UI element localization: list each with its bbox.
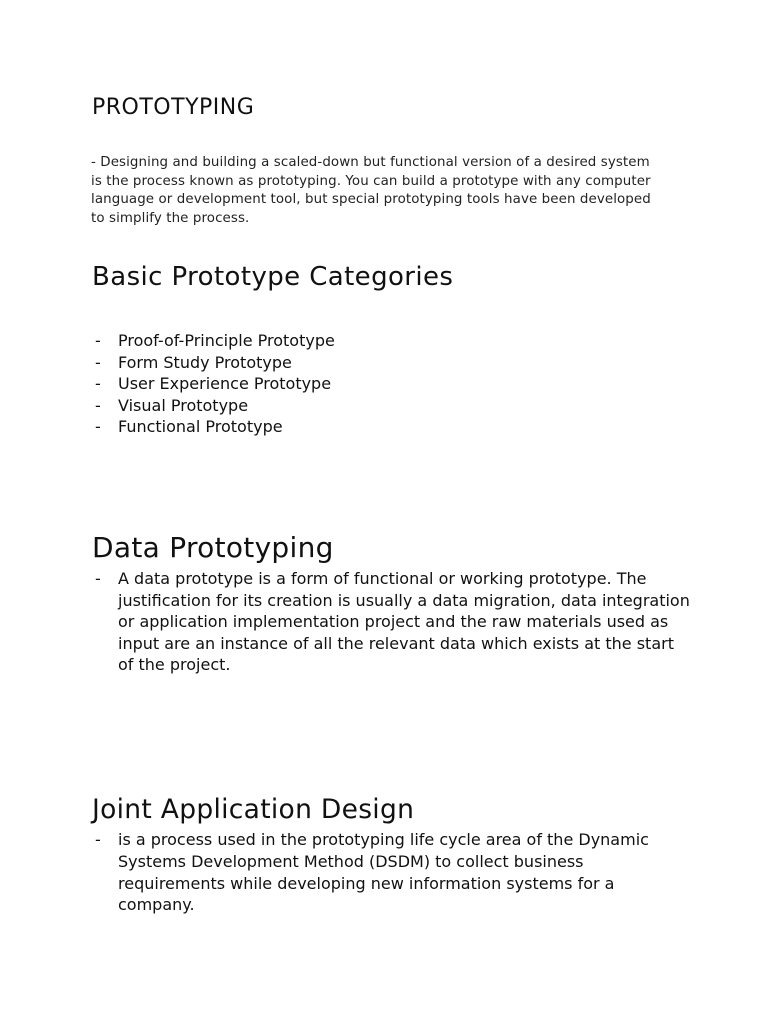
- joint-application-design-list: [92, 829, 692, 916]
- basic-categories-list: [92, 330, 335, 438]
- joint-application-design-heading: Joint Application Design: [92, 794, 415, 825]
- list-item: - Visual Prototype: [92, 395, 335, 417]
- list-item: - User Experience Prototype: [92, 373, 335, 395]
- list-item: - Proof-of-Principle Prototype: [92, 330, 335, 352]
- basic-categories-heading: Basic Prototype Categories: [92, 262, 454, 292]
- list-item: - Form Study Prototype: [92, 352, 335, 374]
- list-item: - A data prototype is a form of functional or working prototype. The justification for its creation is usually a data migration, data integration or application implementation project and the raw materials used as input are an instance of all the relevant data which exists at the start of the project.: [92, 568, 692, 676]
- intro-paragraph: - Designing and building a scaled-down but functional version of a desired system is the process known as prototyping. You can build a prototype with any computer language or development tool, but special prototyping tools have been developed to simplify the process.: [91, 155, 651, 226]
- list-item: - Functional Prototype: [92, 416, 335, 438]
- list-item: - is a process used in the prototyping life cycle area of the Dynamic Systems Development Method (DSDM) to collect business requirements while developing new information systems for a company.: [92, 829, 692, 916]
- document-title: PROTOTYPING: [92, 95, 255, 120]
- data-prototyping-heading: Data Prototyping: [92, 531, 334, 564]
- data-prototyping-list: [92, 568, 692, 676]
